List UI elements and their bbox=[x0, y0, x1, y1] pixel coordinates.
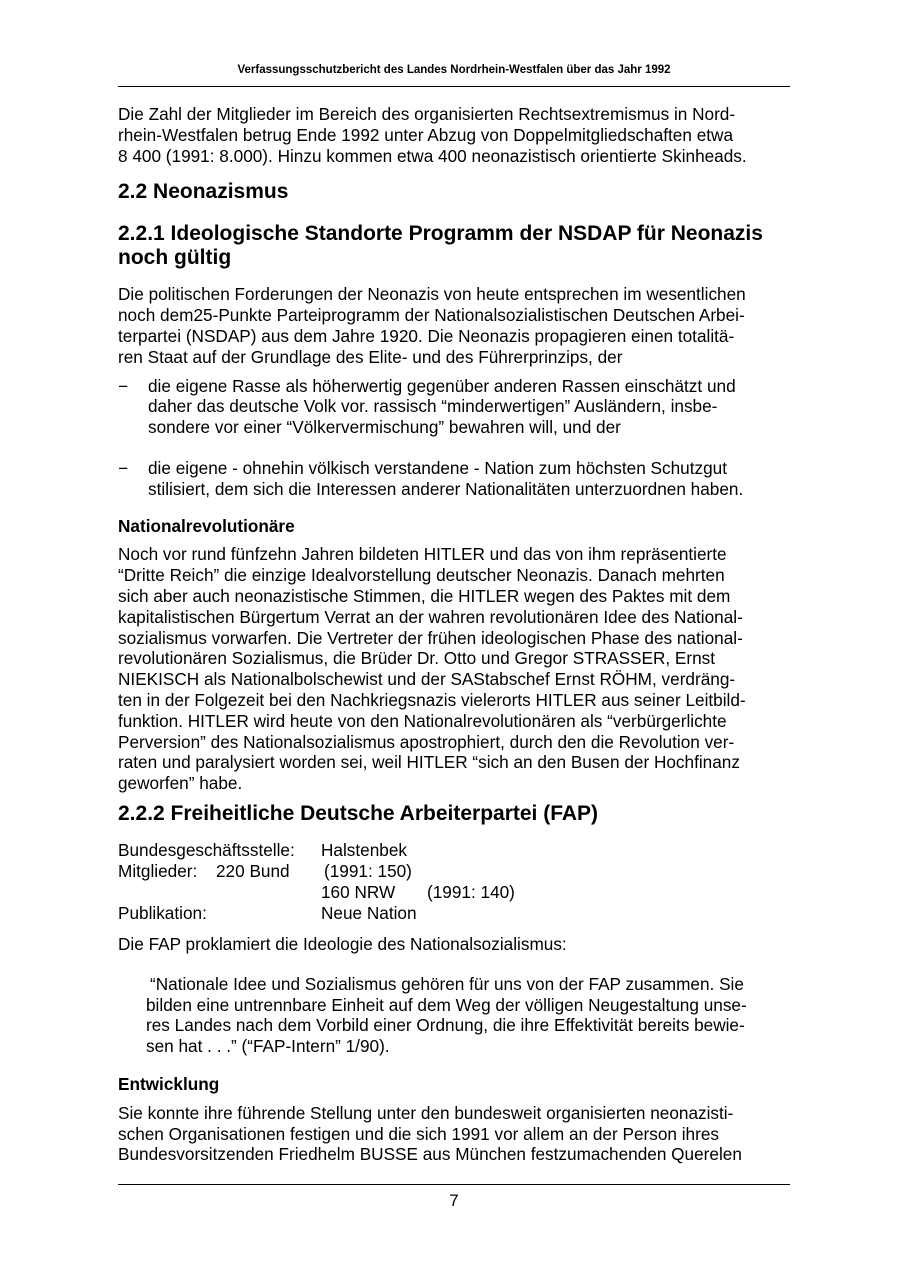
text-line: terpartei (NSDAP) aus dem Jahre 1920. Die Neonazis propagieren einen totalitä- bbox=[118, 325, 735, 346]
members-nrw: 160 NRW bbox=[321, 881, 396, 902]
text-line: geworfen” habe. bbox=[118, 773, 243, 794]
text-line: revolutionären Sozialismus, die Brüder Dr. Otto und Gregor STRASSER, Ernst bbox=[118, 648, 716, 669]
text-line: Die politischen Forderungen der Neonazis von heute entsprechen im wesentlichen bbox=[118, 284, 746, 305]
running-header: Verfassungsschutzbericht des Landes Nordrhein-Westfalen über das Jahr 1992 bbox=[237, 64, 671, 76]
subheading-nationalrevolutionaere: Nationalrevolutionäre bbox=[118, 515, 295, 536]
page-number: 7 bbox=[449, 1191, 459, 1210]
bullet-line: stilisiert, dem sich die Interessen anderer Nationalitäten unterzuordnen haben. bbox=[148, 478, 744, 499]
section-heading-2-2-2: 2.2.2 Freiheitliche Deutsche Arbeiterpartei (FAP) bbox=[118, 801, 599, 825]
text-line: raten und paralysiert worden sei, weil HITLER “sich an den Busen der Hochfinanz bbox=[118, 752, 740, 773]
office-value: Halstenbek bbox=[321, 839, 407, 860]
subheading-entwicklung: Entwicklung bbox=[118, 1073, 220, 1094]
text-line: NIEKISCH als Nationalbolschewist und der SAStabschef Ernst RÖHM, verdräng- bbox=[118, 669, 736, 690]
dash-bullet-icon: − bbox=[118, 457, 129, 478]
text-line: Bundesvorsitzenden Friedhelm BUSSE aus München festzumachenden Querelen bbox=[118, 1144, 742, 1165]
heading-line: 2.2.1 Ideologische Standorte Programm der NSDAP für Neonazis bbox=[118, 222, 763, 246]
text-line: “Dritte Reich” die einzige Idealvorstellung deutscher Neonazis. Danach mehrten bbox=[118, 565, 725, 586]
heading-line: noch gültig bbox=[118, 246, 232, 270]
text-line: sozialismus vorwarfen. Die Vertreter der frühen ideologischen Phase des national- bbox=[118, 627, 743, 648]
text-line: bilden eine untrennbare Einheit auf dem Weg der völligen Neugestaltung unse- bbox=[146, 994, 747, 1015]
footer-rule bbox=[118, 1184, 790, 1185]
dash-bullet-icon: − bbox=[118, 375, 129, 396]
office-label: Bundesgeschäftsstelle: bbox=[118, 839, 295, 860]
publication-label: Publikation: bbox=[118, 902, 207, 923]
intro-paragraph bbox=[118, 104, 790, 166]
fap-quote bbox=[118, 974, 790, 1057]
bullet-item bbox=[118, 458, 790, 500]
bullet-item bbox=[118, 376, 790, 438]
members-label: Mitglieder: bbox=[118, 860, 198, 881]
fap-statement: Die FAP proklamiert die Ideologie des Nationalsozialismus: bbox=[118, 933, 567, 954]
bullet-line: sondere vor einer “Völkervermischung” bewahren will, und der bbox=[148, 417, 621, 438]
header-rule bbox=[118, 86, 790, 87]
text-line: Die Zahl der Mitglieder im Bereich des organisierten Rechtsextremismus in Nord- bbox=[118, 104, 736, 124]
text-line: Sie konnte ihre führende Stellung unter den bundesweit organisierten neonazisti- bbox=[118, 1102, 734, 1123]
text-line: sich aber auch neonazistische Stimmen, die HITLER wegen des Paktes mit dem bbox=[118, 585, 731, 606]
fap-facts-table bbox=[118, 840, 790, 924]
bullet-line: daher das deutsche Volk vor. rassisch “minderwertigen” Ausländern, insbe- bbox=[148, 396, 718, 417]
text-line: funktion. HITLER wird heute von den Nationalrevolutionären als “verbürgerlichte bbox=[118, 710, 727, 731]
ideology-paragraph bbox=[118, 284, 790, 367]
text-line: 8 400 (1991: 8.000). Hinzu kommen etwa 400 neonazistisch orientierte Skinheads. bbox=[118, 145, 747, 166]
text-line: noch dem25-Punkte Parteiprogramm der Nationalsozialistischen Deutschen Arbei- bbox=[118, 305, 745, 326]
text-line: rhein-Westfalen betrug Ende 1992 unter Abzug von Doppelmitgliedschaften etwa bbox=[118, 124, 734, 145]
page-content bbox=[118, 104, 790, 1165]
members-nrw-prev: (1991: 140) bbox=[427, 881, 515, 902]
text-line: “Nationale Idee und Sozialismus gehören für uns von der FAP zusammen. Sie bbox=[150, 973, 744, 994]
bullet-line: die eigene - ohnehin völkisch verstandene - Nation zum höchsten Schutzgut bbox=[148, 457, 727, 478]
section-heading-2-2-1 bbox=[118, 222, 790, 270]
entwicklung-paragraph bbox=[118, 1103, 790, 1165]
members-bund-prev: (1991: 150) bbox=[324, 860, 412, 881]
bullet-line: die eigene Rasse als höherwertig gegenüber anderen Rassen einschätzt und bbox=[148, 375, 736, 396]
text-line: res Landes nach dem Vorbild einer Ordnung, die ihre Effektivität bereits bewie- bbox=[146, 1015, 745, 1036]
publication-value: Neue Nation bbox=[321, 902, 417, 923]
text-line: ren Staat auf der Grundlage des Elite- und des Führerprinzips, der bbox=[118, 346, 623, 367]
text-line: Noch vor rund fünfzehn Jahren bildeten HITLER und das von ihm repräsentierte bbox=[118, 544, 727, 565]
members-bund: 220 Bund bbox=[216, 860, 290, 881]
text-line: kapitalistischen Bürgertum Verrat an der wahren revolutionären Idee des National- bbox=[118, 606, 743, 627]
section-heading-2-2: 2.2 Neonazismus bbox=[118, 180, 289, 204]
text-line: schen Organisationen festigen und die sich 1991 vor allem an der Person ihres bbox=[118, 1123, 719, 1144]
text-line: Perversion” des Nationalsozialismus apostrophiert, durch den die Revolution ver- bbox=[118, 731, 735, 752]
text-line: sen hat . . .” (“FAP-Intern” 1/90). bbox=[146, 1036, 390, 1057]
text-line: ten in der Folgezeit bei den Nachkriegsnazis vielerorts HITLER aus seiner Leitbild- bbox=[118, 689, 746, 710]
nationalrevolutionaere-paragraph bbox=[118, 544, 790, 794]
